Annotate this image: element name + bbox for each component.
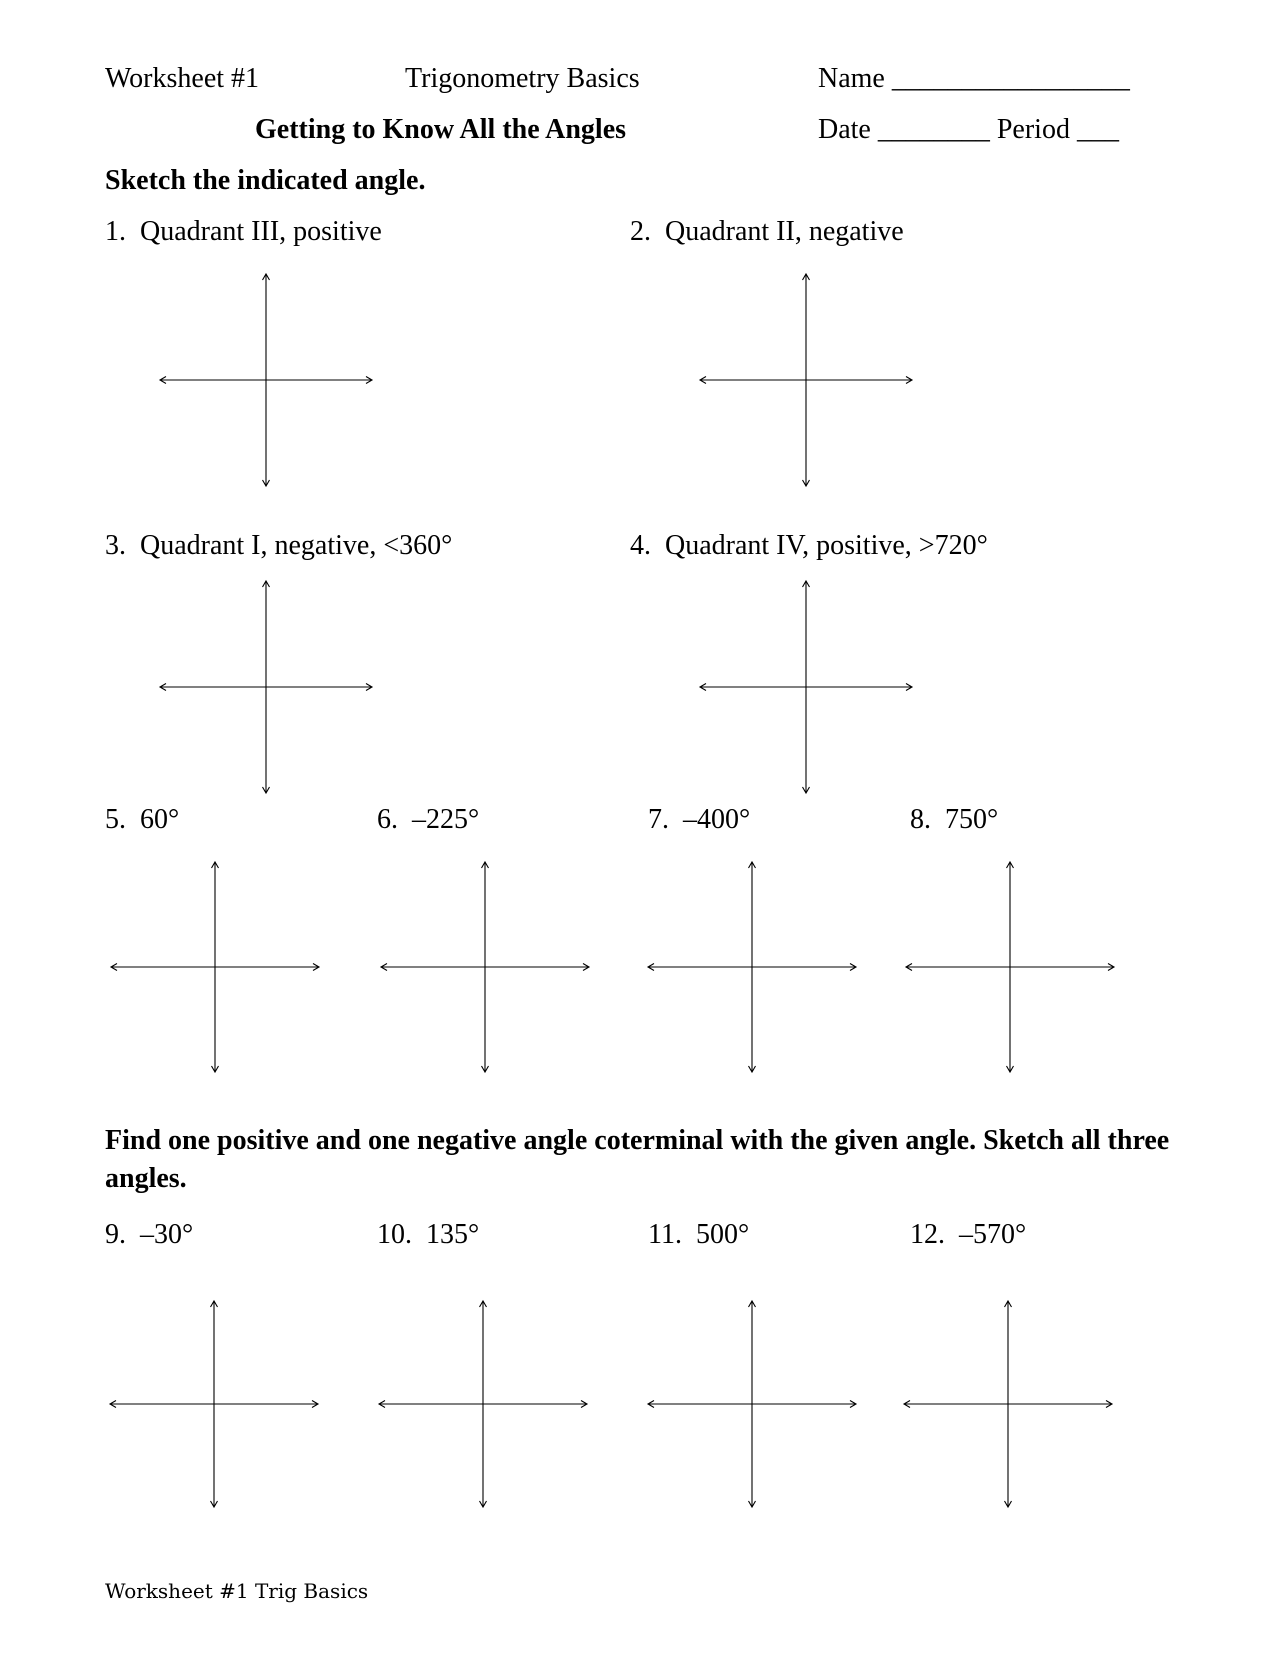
problem-text: Quadrant I, negative, <360° [140, 530, 453, 561]
coordinate-axes [640, 1293, 864, 1515]
course-title: Trigonometry Basics [405, 63, 640, 94]
problem-7 [648, 804, 750, 836]
coordinate-axes [102, 1293, 326, 1515]
footer-text: Worksheet #1 Trig Basics [105, 1579, 369, 1603]
problem-text: Quadrant III, positive [140, 216, 382, 247]
problem-1 [105, 216, 382, 248]
problem-4 [630, 530, 988, 562]
page-title: Getting to Know All the Angles [255, 114, 627, 145]
problem-9 [105, 1219, 193, 1251]
coordinate-axes [152, 266, 380, 494]
problem-number: 9. [105, 1219, 126, 1250]
problem-text: Quadrant II, negative [665, 216, 904, 247]
coordinate-axes [371, 1293, 595, 1515]
section2-instruction: Find one positive and one negative angle coterminal with the given angle. Sketch all three angles. [105, 1125, 1170, 1194]
problem-text: –30° [140, 1219, 194, 1250]
problem-number: 1. [105, 216, 126, 247]
problem-number: 11. [648, 1219, 682, 1250]
problem-text: 135° [426, 1219, 480, 1250]
problem-6 [377, 804, 479, 836]
problem-11 [648, 1219, 749, 1251]
problem-number: 4. [630, 530, 651, 561]
problem-number: 10. [377, 1219, 412, 1250]
problem-number: 7. [648, 804, 669, 835]
problem-3 [105, 530, 452, 562]
problem-text: 60° [140, 804, 180, 835]
coordinate-axes [640, 854, 864, 1080]
problem-10 [377, 1219, 479, 1251]
problem-number: 8. [910, 804, 931, 835]
problem-text: 750° [945, 804, 999, 835]
coordinate-axes [898, 854, 1122, 1080]
problem-number: 6. [377, 804, 398, 835]
date-period-field: Date ________ Period ___ [818, 114, 1119, 145]
problem-number: 12. [910, 1219, 945, 1250]
problem-8 [910, 804, 998, 836]
problem-12 [910, 1219, 1026, 1251]
coordinate-axes [152, 573, 380, 801]
problem-number: 2. [630, 216, 651, 247]
problem-text: –225° [412, 804, 480, 835]
problem-5 [105, 804, 179, 836]
problem-number: 3. [105, 530, 126, 561]
coordinate-axes [692, 573, 920, 801]
problem-2 [630, 216, 904, 248]
problem-text: 500° [695, 1219, 750, 1250]
coordinate-axes [692, 266, 920, 494]
section1-instruction: Sketch the indicated angle. [105, 165, 426, 196]
problem-text: –570° [959, 1219, 1027, 1250]
coordinate-axes [103, 854, 327, 1080]
problem-text: –400° [683, 804, 751, 835]
problem-text: Quadrant IV, positive, >720° [665, 530, 988, 561]
problem-number: 5. [105, 804, 126, 835]
coordinate-axes [373, 854, 597, 1080]
name-field: Name _________________ [818, 63, 1130, 94]
coordinate-axes [896, 1293, 1120, 1515]
worksheet-label: Worksheet #1 [105, 63, 260, 94]
